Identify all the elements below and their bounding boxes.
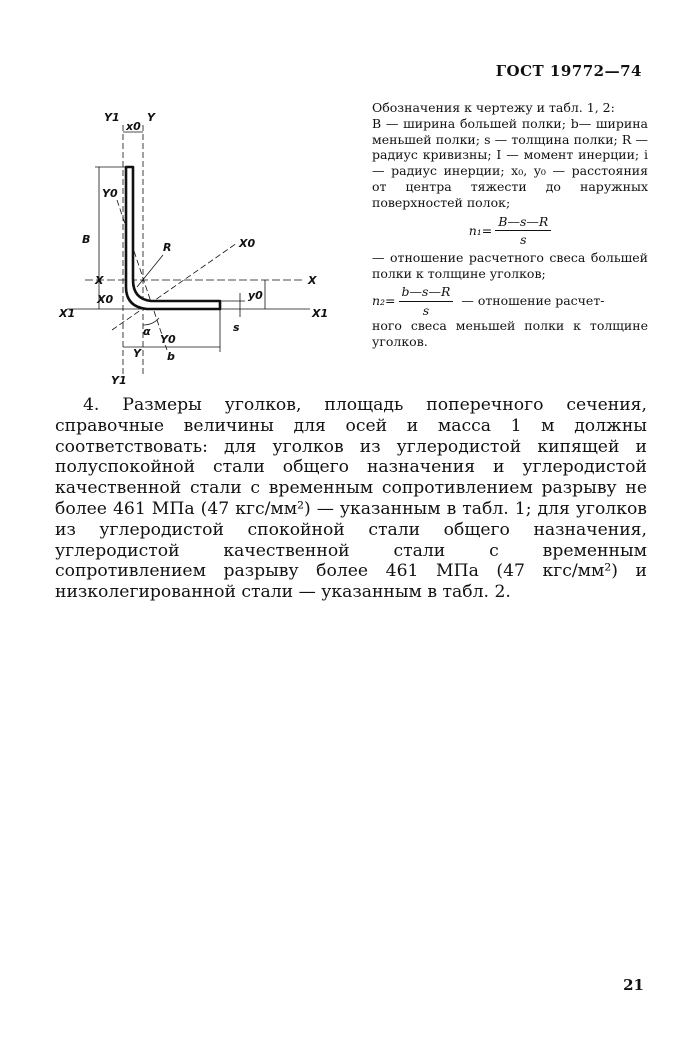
- label-y0-bottom: Y0: [160, 333, 176, 346]
- label-b-upper: B: [82, 233, 91, 246]
- axis-y0: [117, 200, 167, 350]
- label-x-left: X: [95, 274, 104, 287]
- formula-n2-description-cont: ного свеса меньшей полки к толщине уголков.: [372, 318, 648, 350]
- label-x1-left: X1: [59, 307, 76, 320]
- label-y-bottom: Y: [133, 347, 141, 360]
- label-y1-top: Y1: [104, 111, 120, 124]
- label-y0-dim: y0: [248, 289, 263, 302]
- angle-section-drawing: [55, 105, 330, 390]
- page-number: 21: [623, 976, 644, 994]
- label-x0-right: X0: [239, 237, 256, 250]
- document-header: ГОСТ 19772—74: [495, 62, 642, 80]
- formula-n2-denominator: s: [422, 302, 430, 318]
- label-y0-diag: Y0: [102, 187, 118, 200]
- label-r: R: [163, 241, 172, 254]
- label-s: s: [233, 321, 240, 334]
- label-y-top: Y: [147, 111, 155, 124]
- formula-n1-denominator: s: [520, 232, 527, 248]
- label-b-lower: b: [167, 350, 175, 363]
- formula-n1: [372, 214, 648, 249]
- label-x0-left: X0: [97, 293, 114, 306]
- label-alpha: α: [143, 325, 151, 338]
- label-y1-bottom: Y1: [111, 374, 127, 387]
- formula-n2-numerator: b—s—R: [399, 284, 454, 302]
- formula-n2-label: n₂=: [372, 293, 396, 309]
- formula-n2-description: — отношение расчет-: [461, 293, 605, 309]
- section-4-text: [55, 395, 647, 603]
- label-x-right: X: [308, 274, 317, 287]
- drawing-legend: [372, 100, 648, 350]
- paragraph-4: 4. Размеры уголков, площадь поперечного сечения, справочные величины для осей и масса 1 м должны соответствовать: для уголков из углеродистой кипящей и полуспокойной стали общего назначения и углеродистой качественной стали с временным сопротивлением разрыву не более 461 МПа (47 кгс/мм²) — указанным в табл. 1; для уголков из углеродистой спокойной стали общего назначения, углеродистой качественной стали с временным сопротивлением разрыву более 461 МПа (47 кгс/мм²) и низколегированной стали — указанным в табл. 2.: [55, 395, 647, 603]
- formula-n1-description: — отношение расчетного свеса большей полки к толщине уголков;: [372, 250, 648, 281]
- formula-n1-label: n₁=: [468, 222, 493, 238]
- label-x1-right: X1: [312, 307, 329, 320]
- formula-n2: [372, 284, 648, 319]
- formula-n1-numerator: B—s—R: [495, 214, 551, 232]
- label-x0-dim: x0: [126, 120, 141, 133]
- legend-intro: Обозначения к чертежу и табл. 1, 2:: [372, 100, 615, 115]
- legend-definitions: B — ширина большей полки; b— ширина меньшей полки; s — толщина полки; R — радиус кривизны; I — момент инерции; i — радиус инерции; x₀, y₀ — расстояния от центра тяжести до наружных поверхностей полок;: [372, 115, 648, 210]
